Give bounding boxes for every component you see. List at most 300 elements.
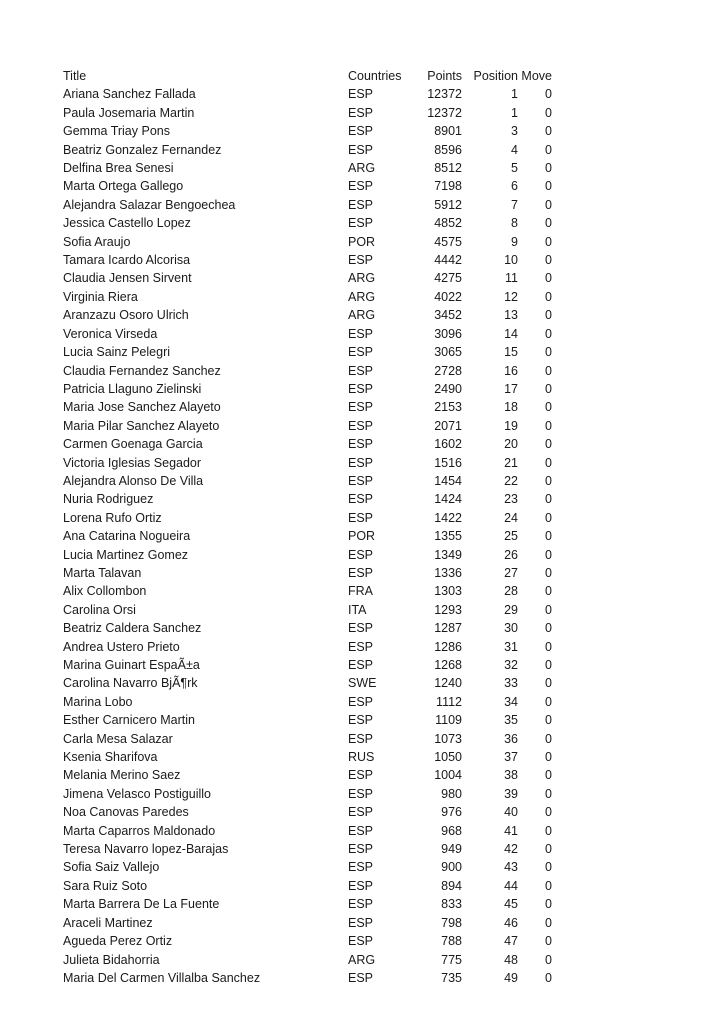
table-row: [63, 435, 552, 453]
cell-countries: ESP: [348, 253, 374, 268]
table-row: [63, 730, 552, 748]
cell-position: 38: [504, 768, 518, 783]
cell-position: 24: [504, 510, 518, 525]
cell-position: 7: [511, 197, 518, 212]
table-row: [63, 656, 552, 674]
cell-title: Aranzazu Osoro Ulrich: [63, 308, 189, 323]
table-row: [63, 748, 552, 766]
cell-title: Nuria Rodriguez: [63, 492, 154, 507]
cell-position: 5: [511, 161, 518, 176]
cell-countries: ESP: [348, 694, 374, 709]
cell-title: Marta Barrera De La Fuente: [63, 897, 220, 912]
cell-points: 735: [441, 970, 462, 985]
cell-points: 4575: [434, 234, 462, 249]
cell-countries: ESP: [348, 547, 374, 562]
col-header-position: Position: [473, 69, 518, 83]
cell-position: 45: [504, 897, 518, 912]
cell-position: 22: [504, 473, 518, 488]
cell-countries: ESP: [348, 860, 374, 875]
cell-move: 0: [545, 731, 552, 746]
cell-countries: ESP: [348, 621, 374, 636]
cell-position: 11: [505, 271, 518, 286]
table-row: [63, 564, 552, 582]
cell-move: 0: [545, 823, 552, 838]
cell-points: 1349: [434, 547, 462, 562]
cell-countries: SWE: [348, 676, 377, 691]
cell-title: Teresa Navarro lopez-Barajas: [63, 842, 229, 857]
cell-title: Carolina Navarro BjÃ¶rk: [63, 676, 198, 691]
cell-title: Patricia Llaguno Zielinski: [63, 381, 202, 396]
cell-points: 2153: [434, 400, 462, 415]
table-row: [63, 711, 552, 729]
table-row: [63, 196, 552, 214]
cell-points: 1287: [434, 621, 462, 636]
col-header-move: Move: [521, 69, 552, 83]
cell-points: 1109: [435, 713, 462, 728]
cell-move: 0: [545, 786, 552, 801]
cell-title: Jimena Velasco Postiguillo: [63, 786, 211, 801]
cell-countries: ESP: [348, 639, 374, 654]
cell-countries: ESP: [348, 934, 374, 949]
cell-position: 14: [504, 326, 518, 341]
cell-title: Carolina Orsi: [63, 602, 136, 617]
cell-points: 8596: [434, 142, 462, 157]
cell-move: 0: [545, 179, 552, 194]
cell-title: Claudia Fernandez Sanchez: [63, 363, 221, 378]
cell-countries: ESP: [348, 142, 374, 157]
cell-points: 788: [441, 934, 462, 949]
cell-move: 0: [545, 878, 552, 893]
cell-position: 37: [504, 750, 518, 765]
cell-move: 0: [545, 602, 552, 617]
cell-countries: ESP: [348, 786, 374, 801]
cell-position: 44: [504, 878, 518, 893]
cell-points: 1355: [434, 529, 462, 544]
cell-points: 12372: [427, 105, 462, 120]
table-row: [63, 398, 552, 416]
cell-position: 25: [504, 529, 518, 544]
table-row: [63, 104, 552, 122]
cell-points: 1516: [434, 455, 462, 470]
cell-move: 0: [545, 400, 552, 415]
cell-countries: ARG: [348, 271, 376, 286]
cell-points: 2490: [434, 381, 462, 396]
cell-move: 0: [545, 952, 552, 967]
cell-move: 0: [545, 768, 552, 783]
table-row: [63, 840, 552, 858]
cell-move: 0: [545, 547, 552, 562]
cell-title: Beatriz Caldera Sanchez: [63, 621, 202, 636]
cell-countries: ARG: [348, 952, 376, 967]
cell-points: 4852: [434, 216, 462, 231]
table-row: [63, 380, 552, 398]
cell-position: 32: [504, 658, 518, 672]
cell-position: 17: [504, 381, 518, 396]
cell-title: Maria Pilar Sanchez Alayeto: [63, 418, 220, 433]
table-row: [63, 343, 552, 361]
cell-title: Delfina Brea Senesi: [63, 161, 174, 176]
cell-position: 43: [504, 860, 518, 875]
table-row: [63, 177, 552, 195]
cell-position: 36: [504, 731, 518, 746]
cell-title: Carla Mesa Salazar: [63, 731, 173, 746]
col-header-title: Title: [63, 69, 87, 83]
cell-move: 0: [545, 565, 552, 580]
table-row: [63, 509, 552, 527]
cell-countries: ESP: [348, 345, 374, 360]
cell-points: 7198: [434, 179, 462, 194]
cell-title: Alejandra Alonso De Villa: [63, 473, 204, 488]
cell-title: Noa Canovas Paredes: [63, 805, 189, 820]
cell-countries: ESP: [348, 87, 374, 102]
cell-title: Lucia Martinez Gomez: [63, 547, 189, 562]
cell-points: 1424: [434, 492, 462, 507]
cell-title: Ksenia Sharifova: [63, 750, 158, 765]
table-row: [63, 214, 552, 232]
cell-move: 0: [545, 621, 552, 636]
table-row: [63, 417, 552, 435]
cell-title: Julieta Bidahorria: [63, 952, 160, 967]
header-row: [63, 67, 552, 85]
cell-countries: ESP: [348, 805, 374, 820]
cell-move: 0: [545, 970, 552, 985]
table-row: [63, 141, 552, 159]
cell-title: Beatriz Gonzalez Fernandez: [63, 142, 222, 157]
table-row: [63, 269, 552, 287]
cell-move: 0: [545, 455, 552, 470]
cell-countries: ARG: [348, 161, 376, 176]
cell-move: 0: [545, 529, 552, 544]
table-row: [63, 601, 552, 619]
table-row: [63, 619, 552, 637]
cell-position: 41: [504, 823, 518, 838]
cell-points: 1454: [434, 473, 462, 488]
cell-position: 20: [504, 437, 518, 452]
cell-position: 3: [511, 124, 518, 139]
cell-move: 0: [545, 289, 552, 304]
table-row: [63, 159, 552, 177]
cell-countries: ESP: [348, 216, 374, 231]
cell-countries: ESP: [348, 842, 374, 857]
cell-points: 3452: [434, 308, 462, 323]
cell-move: 0: [545, 381, 552, 396]
cell-title: Tamara Icardo Alcorisa: [63, 253, 191, 268]
cell-points: 1240: [434, 676, 462, 691]
cell-title: Alejandra Salazar Bengoechea: [63, 197, 236, 212]
cell-position: 1: [511, 105, 518, 120]
cell-countries: ESP: [348, 510, 374, 525]
cell-move: 0: [545, 105, 552, 120]
cell-points: 4275: [434, 271, 462, 286]
table-row: [63, 932, 552, 950]
cell-title: Victoria Iglesias Segador: [63, 455, 202, 470]
table-row: [63, 288, 552, 306]
cell-title: Marina Guinart EspaÃ±a: [63, 658, 200, 672]
cell-title: Melania Merino Saez: [63, 768, 181, 783]
cell-countries: ESP: [348, 418, 374, 433]
cell-points: 1286: [434, 639, 462, 654]
cell-points: 976: [441, 805, 462, 820]
cell-points: 949: [441, 842, 462, 857]
cell-move: 0: [545, 437, 552, 452]
table-row: [63, 325, 552, 343]
cell-position: 13: [504, 308, 518, 323]
table-row: [63, 766, 552, 784]
cell-move: 0: [545, 842, 552, 857]
cell-countries: ESP: [348, 768, 374, 783]
cell-move: 0: [545, 473, 552, 488]
cell-position: 9: [511, 234, 518, 249]
cell-countries: POR: [348, 234, 376, 249]
cell-countries: ITA: [348, 602, 367, 617]
cell-points: 1422: [434, 510, 462, 525]
cell-move: 0: [545, 87, 552, 102]
cell-position: 35: [504, 713, 518, 728]
cell-move: 0: [545, 897, 552, 912]
cell-points: 2728: [434, 363, 462, 378]
cell-title: Maria Jose Sanchez Alayeto: [63, 400, 221, 415]
cell-position: 1: [511, 87, 518, 102]
cell-points: 798: [441, 915, 462, 930]
cell-points: 894: [441, 878, 462, 893]
cell-position: 49: [504, 970, 518, 985]
cell-countries: ESP: [348, 455, 374, 470]
cell-move: 0: [545, 713, 552, 728]
cell-countries: ESP: [348, 124, 374, 139]
cell-points: 4022: [434, 289, 462, 304]
cell-points: 4442: [434, 253, 462, 268]
cell-countries: ESP: [348, 970, 374, 985]
cell-position: 31: [504, 639, 518, 654]
cell-title: Claudia Jensen Sirvent: [63, 271, 192, 286]
cell-countries: ESP: [348, 915, 374, 930]
cell-move: 0: [545, 124, 552, 139]
cell-countries: ESP: [348, 326, 374, 341]
cell-position: 8: [511, 216, 518, 231]
table-row: [63, 454, 552, 472]
cell-move: 0: [545, 584, 552, 599]
cell-position: 34: [504, 694, 518, 709]
cell-position: 42: [504, 842, 518, 857]
table-row: [63, 122, 552, 140]
table-row: [63, 951, 552, 969]
cell-position: 23: [504, 492, 518, 507]
cell-points: 5912: [434, 197, 462, 212]
cell-countries: ESP: [348, 565, 374, 580]
cell-move: 0: [545, 750, 552, 765]
cell-countries: ESP: [348, 473, 374, 488]
table-row: [63, 85, 552, 103]
cell-countries: ESP: [348, 897, 374, 912]
cell-move: 0: [545, 326, 552, 341]
cell-move: 0: [545, 216, 552, 231]
cell-move: 0: [545, 658, 552, 672]
cell-position: 15: [504, 345, 518, 360]
cell-position: 10: [504, 253, 518, 268]
cell-title: Ariana Sanchez Fallada: [63, 87, 196, 102]
cell-countries: ESP: [348, 823, 374, 838]
cell-points: 1293: [434, 602, 462, 617]
cell-points: 3065: [434, 345, 462, 360]
cell-title: Andrea Ustero Prieto: [63, 639, 180, 654]
cell-position: 4: [511, 142, 518, 157]
cell-countries: ARG: [348, 289, 376, 304]
cell-title: Jessica Castello Lopez: [63, 216, 191, 231]
cell-points: 900: [441, 860, 462, 875]
cell-move: 0: [545, 142, 552, 157]
cell-position: 16: [504, 363, 518, 378]
cell-countries: ESP: [348, 105, 374, 120]
cell-move: 0: [545, 805, 552, 820]
cell-title: Gemma Triay Pons: [63, 124, 170, 139]
cell-position: 28: [504, 584, 518, 599]
cell-title: Marta Caparros Maldonado: [63, 823, 216, 838]
cell-points: 1004: [434, 768, 462, 783]
cell-points: 12372: [427, 87, 462, 102]
table-row: [63, 306, 552, 324]
cell-points: 2071: [434, 418, 462, 433]
cell-move: 0: [545, 860, 552, 875]
cell-title: Lucia Sainz Pelegri: [63, 345, 171, 360]
cell-countries: ESP: [348, 713, 374, 728]
table-row: [63, 233, 552, 251]
cell-countries: ESP: [348, 179, 374, 194]
cell-move: 0: [545, 253, 552, 268]
cell-position: 48: [504, 952, 518, 967]
table-row: [63, 546, 552, 564]
cell-title: Marta Ortega Gallego: [63, 179, 184, 194]
table-row: [63, 803, 552, 821]
cell-position: 12: [504, 289, 518, 304]
cell-position: 29: [504, 602, 518, 617]
cell-move: 0: [545, 694, 552, 709]
cell-title: Sofia Saiz Vallejo: [63, 860, 160, 875]
cell-title: Marta Talavan: [63, 565, 142, 580]
cell-countries: ESP: [348, 381, 374, 396]
table-row: [63, 490, 552, 508]
cell-countries: ESP: [348, 197, 374, 212]
cell-position: 39: [504, 786, 518, 801]
cell-move: 0: [545, 915, 552, 930]
cell-title: Araceli Martinez: [63, 915, 153, 930]
cell-points: 1112: [436, 694, 462, 709]
cell-points: 1336: [434, 565, 462, 580]
cell-title: Agueda Perez Ortiz: [63, 934, 173, 949]
table-row: [63, 877, 552, 895]
cell-position: 40: [504, 805, 518, 820]
cell-title: Marina Lobo: [63, 694, 133, 709]
cell-move: 0: [545, 676, 552, 691]
cell-position: 33: [504, 676, 518, 691]
table-row: [63, 914, 552, 932]
rankings-sheet: [63, 67, 552, 987]
cell-countries: ESP: [348, 400, 374, 415]
cell-position: 6: [511, 179, 518, 194]
col-header-points: Points: [427, 69, 462, 83]
cell-countries: ESP: [348, 437, 374, 452]
cell-title: Paula Josemaria Martin: [63, 105, 195, 120]
cell-move: 0: [545, 197, 552, 212]
cell-points: 8512: [434, 161, 462, 176]
cell-countries: ESP: [348, 878, 374, 893]
cell-position: 27: [504, 565, 518, 580]
rankings-table: [63, 67, 552, 987]
cell-countries: RUS: [348, 750, 375, 765]
cell-move: 0: [545, 308, 552, 323]
cell-position: 30: [504, 621, 518, 636]
cell-countries: ESP: [348, 363, 374, 378]
cell-points: 775: [441, 952, 462, 967]
cell-move: 0: [545, 363, 552, 378]
cell-position: 47: [504, 934, 518, 949]
cell-move: 0: [545, 234, 552, 249]
cell-points: 8901: [434, 124, 462, 139]
cell-points: 1602: [434, 437, 462, 452]
table-row: [63, 582, 552, 600]
cell-title: Esther Carnicero Martin: [63, 713, 195, 728]
cell-move: 0: [545, 418, 552, 433]
table-row: [63, 693, 552, 711]
cell-points: 980: [441, 786, 462, 801]
table-row: [63, 822, 552, 840]
cell-position: 19: [504, 418, 518, 433]
table-row: [63, 251, 552, 269]
cell-countries: ESP: [348, 492, 374, 507]
cell-move: 0: [545, 639, 552, 654]
cell-title: Sara Ruiz Soto: [63, 878, 148, 893]
cell-move: 0: [545, 934, 552, 949]
table-row: [63, 362, 552, 380]
cell-points: 1268: [434, 658, 462, 672]
table-row: [63, 674, 552, 692]
table-body: [63, 85, 552, 987]
cell-title: Alix Collombon: [63, 584, 147, 599]
cell-move: 0: [545, 271, 552, 286]
cell-points: 968: [441, 823, 462, 838]
table-row: [63, 895, 552, 913]
cell-position: 26: [504, 547, 518, 562]
table-row: [63, 472, 552, 490]
cell-position: 18: [504, 400, 518, 415]
cell-move: 0: [545, 492, 552, 507]
cell-points: 833: [441, 897, 462, 912]
cell-countries: POR: [348, 529, 376, 544]
col-header-countries: Countries: [348, 69, 402, 83]
cell-countries: ARG: [348, 308, 376, 323]
cell-title: Virginia Riera: [63, 289, 138, 304]
cell-position: 21: [504, 455, 518, 470]
cell-move: 0: [545, 161, 552, 176]
cell-points: 1073: [434, 731, 462, 746]
cell-title: Maria Del Carmen Villalba Sanchez: [63, 970, 261, 985]
cell-countries: ESP: [348, 658, 374, 672]
cell-title: Lorena Rufo Ortiz: [63, 510, 162, 525]
cell-points: 3096: [434, 326, 462, 341]
cell-points: 1303: [434, 584, 462, 599]
cell-position: 46: [504, 915, 518, 930]
cell-points: 1050: [434, 750, 462, 765]
cell-title: Ana Catarina Nogueira: [63, 529, 191, 544]
table-row: [63, 527, 552, 545]
cell-title: Carmen Goenaga Garcia: [63, 437, 203, 452]
table-row: [63, 638, 552, 656]
table-row: [63, 858, 552, 876]
table-row: [63, 969, 552, 987]
cell-move: 0: [545, 345, 552, 360]
cell-countries: ESP: [348, 731, 374, 746]
cell-countries: FRA: [348, 584, 373, 599]
cell-title: Veronica Virseda: [63, 326, 158, 341]
